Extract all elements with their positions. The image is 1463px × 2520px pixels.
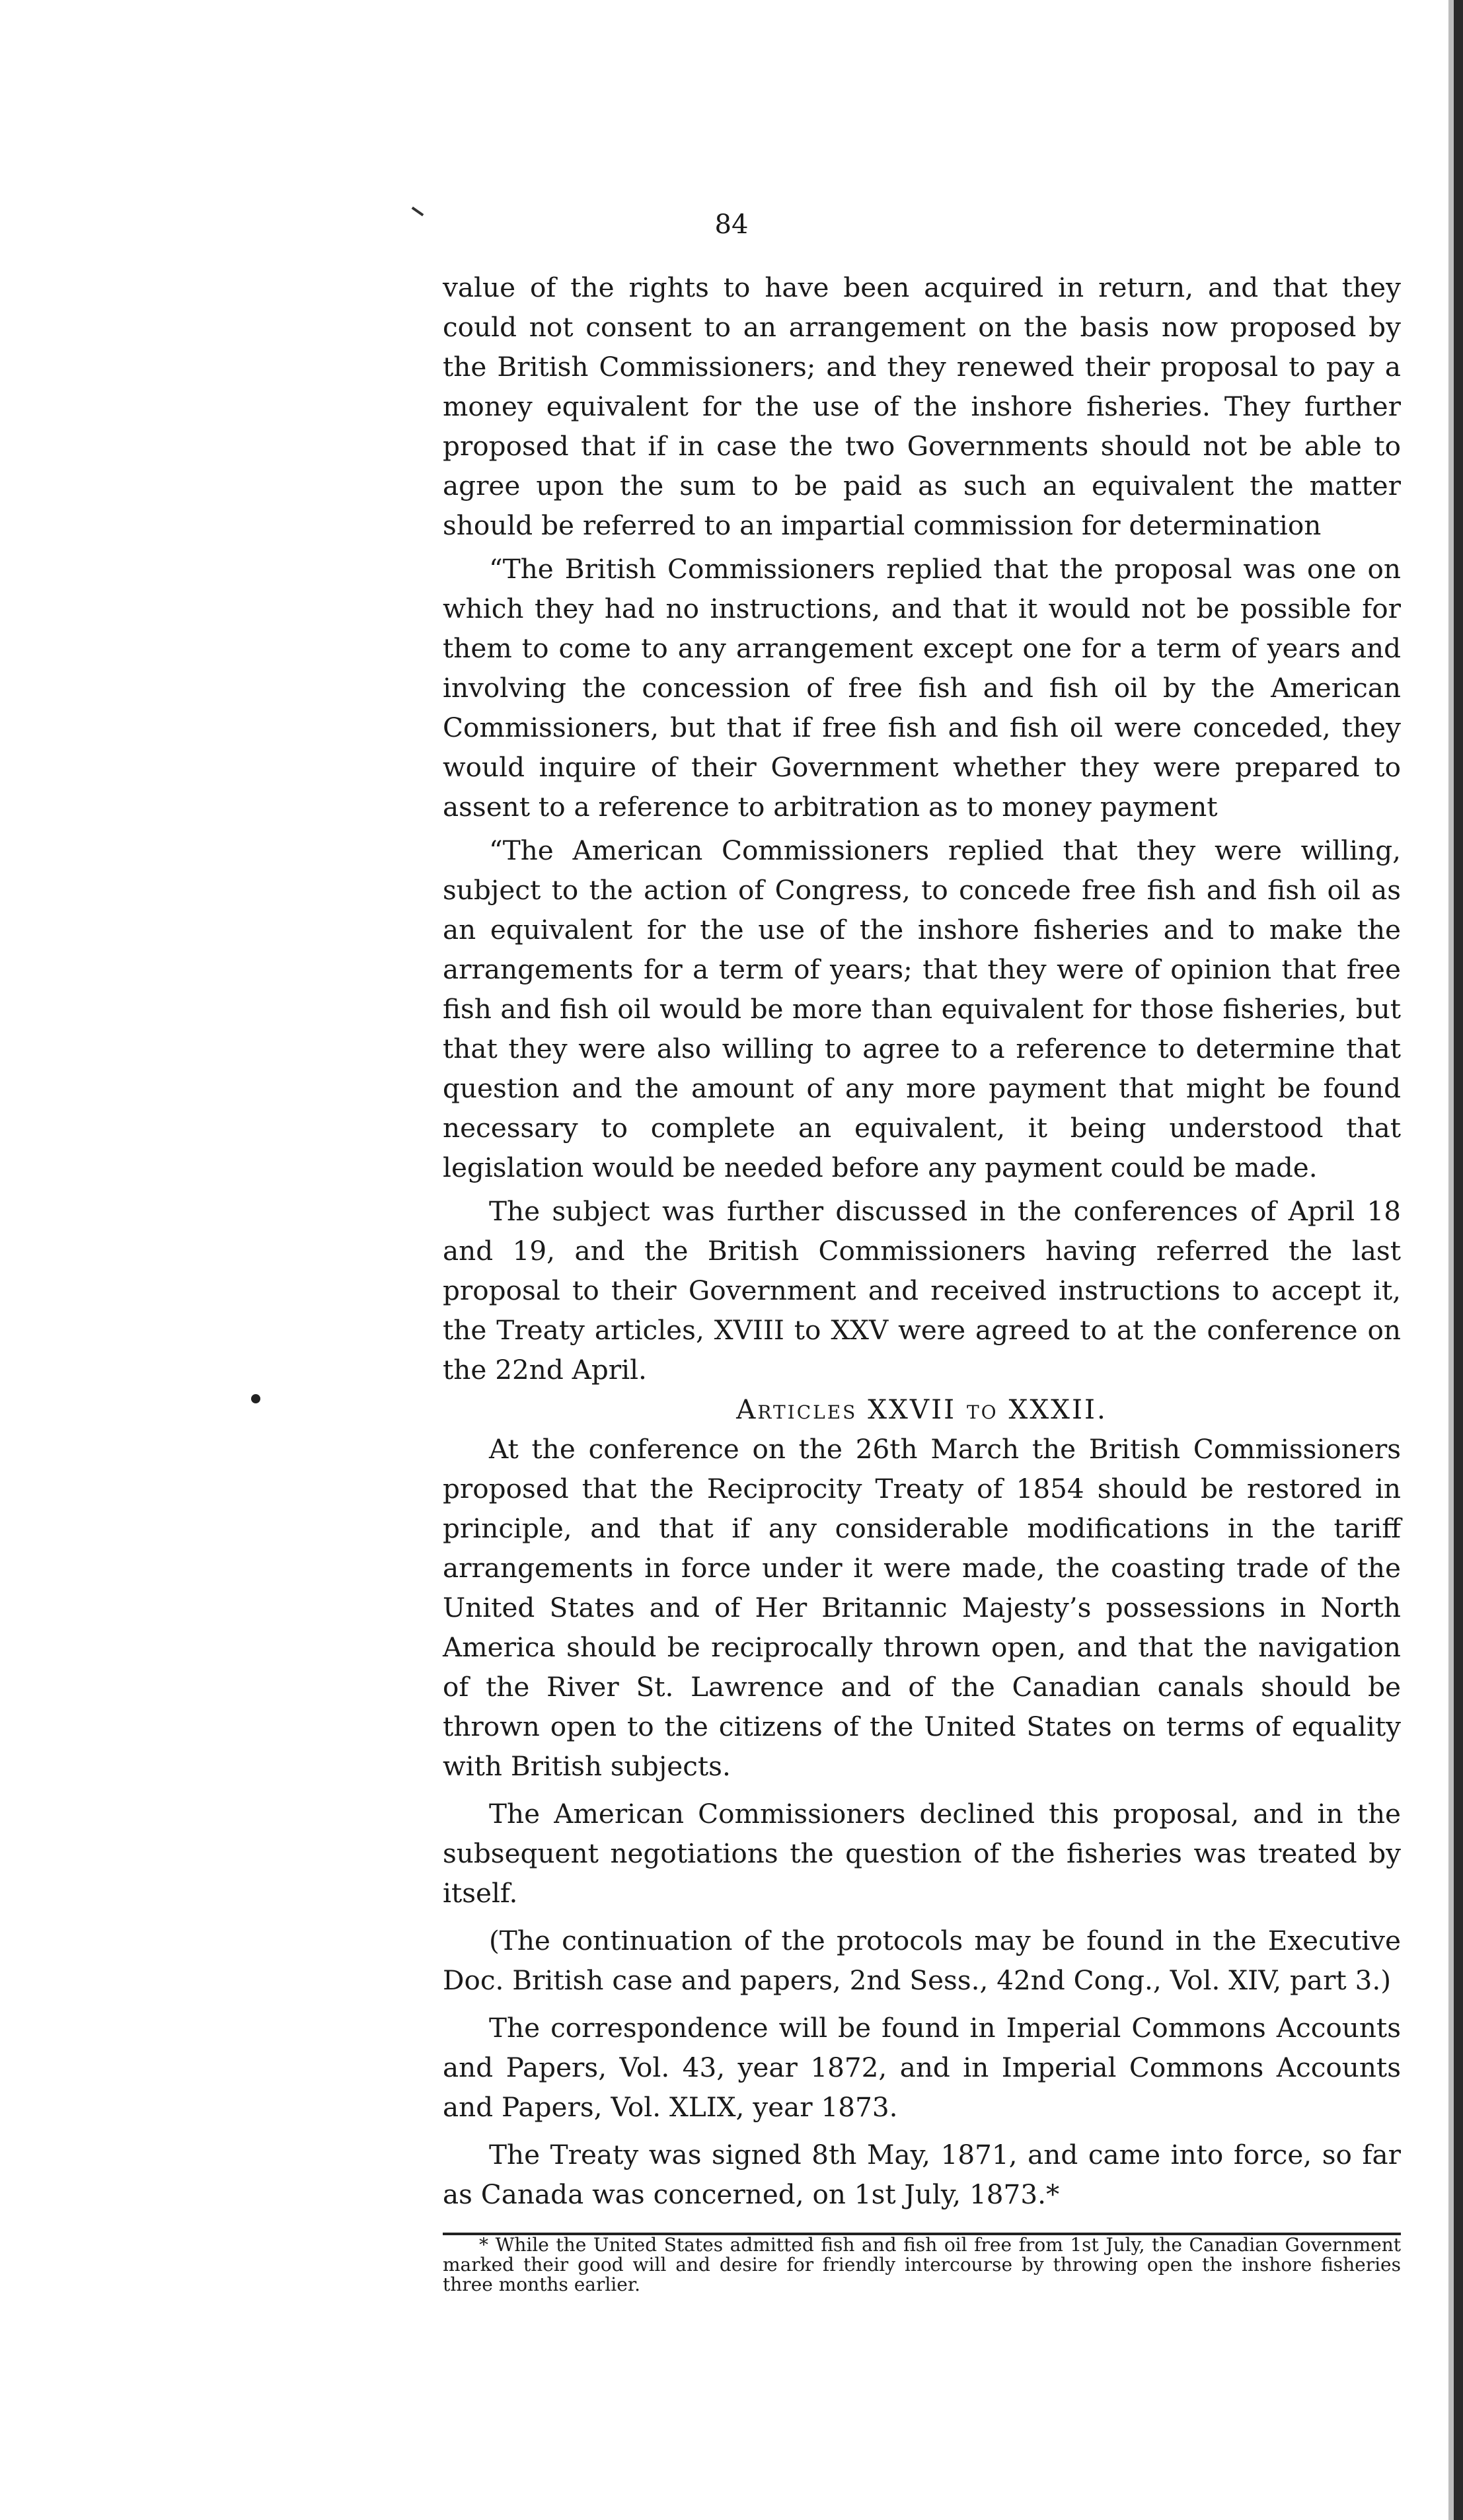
section-heading: Articles XXVII to XXXII. [736, 1393, 1107, 1425]
paragraph-declined: The American Commissioners declined this proposal, and in the subsequent negotiations the question of the fisheries was treated by itself. [443, 1798, 1401, 1909]
page-edge-shadow [1448, 0, 1454, 2520]
paragraph-continuation: value of the rights to have been acquired in return, and that they could not consent to an arrangement on the basis now proposed by the British Commissioners; and they renewed their proposal to pay a money equivalent for the use of the inshore fisheries. They further proposed that if in case the two Governments should not be able to agree upon the sum to be paid as such an equivalent the matter should be referred to an impartial commission for determination [443, 272, 1401, 541]
paragraph-treaty-signed: The Treaty was signed 8th May, 1871, and came into force, so far as Canada was concerned, on 1st July, 1873.* [443, 2139, 1401, 2210]
footnote: * While the United States admitted fish and fish oil free from 1st July, the Canadian Government marked their good will and desire for friendly intercourse by throwing open the inshore fisheries three months earlier. [443, 2234, 1401, 2295]
stray-dot [251, 1394, 260, 1403]
paragraph-protocols: (The continuation of the protocols may be found in the Executive Doc. British case and papers, 2nd Sess., 42nd Cong., Vol. XIV, part 3.) [443, 1925, 1401, 1996]
paragraph-further-discussion: The subject was further discussed in the conferences of April 18 and 19, and the British Commissioners having referred the last proposal to their Government and received instructions to accept it, the Treaty articles, XVIII to XXV were agreed to at the conference on the 22nd April. [443, 1195, 1401, 1386]
paragraph-reciprocity-proposal: At the conference on the 26th March the British Commissioners proposed that the Reciprocity Treaty of 1854 should be restored in principle, and that if any considerable modifications in the tariff arrangements in force under it were made, the coasting trade of the United States and of Her Britannic Majesty’s possessions in North America should be reciprocally thrown open, and that the navigation of the River St. Lawrence and of the Canadian canals should be thrown open to the citizens of the United States on terms of equality with British subjects. [443, 1433, 1401, 1782]
paragraph-american-reply: “The American Commissioners replied that they were willing, subject to the action of Congress, to concede free fish and fish oil as an equivalent for the use of the inshore fisheries and to make the arrangements for a term of years; that they were of opinion that free fish and fish oil would be more than equivalent for those fisheries, but that they were also willing to agree to a reference to determine that question and the amount of any more payment that might be found necessary to complete an equivalent, it being understood that legislation would be needed before any payment could be made. [443, 834, 1401, 1183]
paragraph-british-reply: “The British Commissioners replied that the proposal was one on which they had no instructions, and that it would not be possible for them to come to any arrangement except one for a term of years and involving the concession of free fish and fish oil by the American Commissioners, but that if free fish and fish oil were conceded, they would inquire of their Government whether they were prepared to assent to a reference to arbitration as to money payment [443, 553, 1401, 823]
page-edge [1454, 0, 1463, 2520]
page-body [443, 268, 1401, 2295]
paragraph-correspondence: The correspondence will be found in Imperial Commons Accounts and Papers, Vol. 43, year 1872, and in Imperial Commons Accounts and Papers, Vol. XLIX, year 1873. [443, 2012, 1401, 2123]
page-number: 84 [714, 209, 749, 240]
